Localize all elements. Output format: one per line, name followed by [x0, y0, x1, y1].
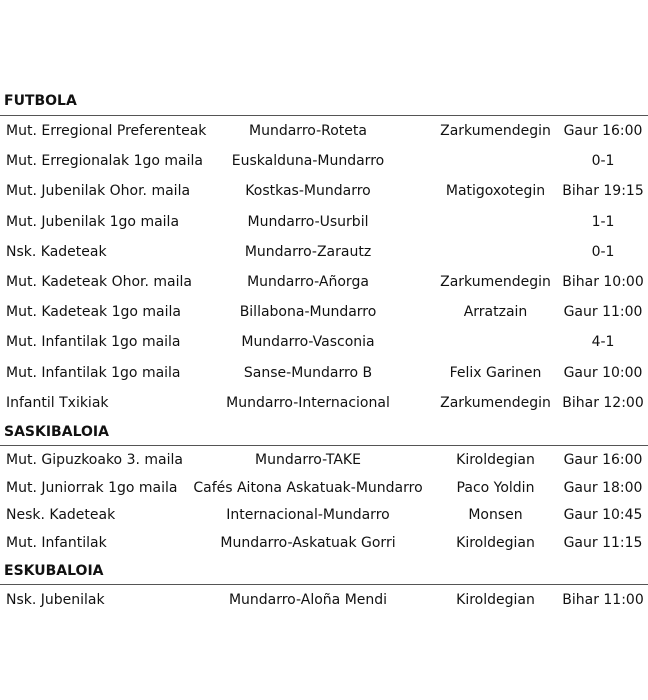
- category-cell: Mut. Erregionalak 1go maila: [6, 153, 203, 170]
- table-row: [0, 446, 648, 474]
- time-cell: Gaur 10:45: [563, 507, 643, 524]
- time-cell: Gaur 11:00: [563, 304, 643, 321]
- category-cell: Mut. Kadeteak Ohor. maila: [6, 274, 192, 291]
- match-cell: Mundarro-Añorga: [247, 274, 369, 291]
- place-cell: Kiroldegian: [456, 592, 535, 609]
- schedule-table: [0, 86, 648, 615]
- section-saskibaloia: [0, 418, 648, 557]
- time-cell: Gaur 10:00: [563, 364, 643, 381]
- time-cell: 0-1: [591, 243, 615, 260]
- table-row: [0, 237, 648, 267]
- time-cell: Bihar 19:15: [562, 183, 644, 200]
- place-cell: Arratzain: [463, 304, 528, 321]
- match-cell: Cafés Aitona Askatuak-Mundarro: [193, 479, 423, 496]
- table-row: [0, 116, 648, 146]
- table-row: [0, 585, 648, 615]
- place-cell: Zarkumendegin: [440, 394, 551, 411]
- table-row: [0, 474, 648, 502]
- place-cell: Felix Garinen: [449, 364, 542, 381]
- table-row: [0, 327, 648, 357]
- time-cell: Gaur 18:00: [563, 479, 643, 496]
- time-cell: 1-1: [591, 213, 615, 230]
- match-cell: Internacional-Mundarro: [226, 507, 390, 524]
- time-cell: Bihar 11:00: [562, 592, 644, 609]
- time-cell: Gaur 11:15: [563, 535, 643, 552]
- category-cell: Mut. Infantilak: [6, 535, 107, 552]
- table-row: [0, 297, 648, 327]
- match-cell: Mundarro-Internacional: [226, 394, 390, 411]
- section-title: SASKIBALOIA: [0, 418, 648, 446]
- section-eskubaloia: [0, 557, 648, 615]
- category-cell: Mut. Kadeteak 1go maila: [6, 304, 181, 321]
- section-title: FUTBOLA: [0, 86, 648, 116]
- time-cell: 4-1: [591, 334, 615, 351]
- time-cell: Gaur 16:00: [563, 451, 643, 468]
- time-cell: 0-1: [591, 153, 615, 170]
- match-cell: Mundarro-Roteta: [249, 123, 367, 140]
- category-cell: Mut. Infantilak 1go maila: [6, 364, 181, 381]
- section-title: ESKUBALOIA: [0, 557, 648, 585]
- match-cell: Mundarro-TAKE: [255, 451, 361, 468]
- table-row: [0, 267, 648, 297]
- table-row: [0, 207, 648, 237]
- table-row: [0, 358, 648, 388]
- category-cell: Mut. Juniorrak 1go maila: [6, 479, 178, 496]
- table-row: [0, 146, 648, 176]
- section-futbola: [0, 86, 648, 418]
- match-cell: Mundarro-Vasconia: [241, 334, 375, 351]
- table-row: [0, 388, 648, 418]
- category-cell: Nesk. Kadeteak: [6, 507, 116, 524]
- place-cell: Kiroldegian: [456, 451, 535, 468]
- match-cell: Billabona-Mundarro: [239, 304, 377, 321]
- place-cell: Monsen: [468, 507, 523, 524]
- place-cell: Zarkumendegin: [440, 123, 551, 140]
- table-row: [0, 529, 648, 557]
- time-cell: Gaur 16:00: [563, 123, 643, 140]
- match-cell: Mundarro-Askatuak Gorri: [220, 535, 396, 552]
- category-cell: Mut. Infantilak 1go maila: [6, 334, 181, 351]
- place-cell: Matigoxotegin: [445, 183, 546, 200]
- match-cell: Sanse-Mundarro B: [243, 364, 373, 381]
- table-row: [0, 501, 648, 529]
- time-cell: Bihar 12:00: [562, 394, 644, 411]
- category-cell: Nsk. Kadeteak: [6, 243, 107, 260]
- match-cell: Kostkas-Mundarro: [245, 183, 371, 200]
- match-cell: Mundarro-Zarautz: [244, 243, 372, 260]
- place-cell: Kiroldegian: [456, 535, 535, 552]
- match-cell: Euskalduna-Mundarro: [231, 153, 385, 170]
- category-cell: Mut. Jubenilak Ohor. maila: [6, 183, 191, 200]
- place-cell: Paco Yoldin: [456, 479, 535, 496]
- category-cell: Infantil Txikiak: [6, 394, 109, 411]
- category-cell: Nsk. Jubenilak: [6, 592, 105, 609]
- place-cell: Zarkumendegin: [440, 274, 551, 291]
- category-cell: Mut. Jubenilak 1go maila: [6, 213, 180, 230]
- table-row: [0, 176, 648, 206]
- category-cell: Mut. Gipuzkoako 3. maila: [6, 451, 183, 468]
- match-cell: Mundarro-Usurbil: [247, 213, 369, 230]
- match-cell: Mundarro-Aloña Mendi: [228, 592, 388, 609]
- category-cell: Mut. Erregional Preferenteak: [6, 123, 207, 140]
- time-cell: Bihar 10:00: [562, 274, 644, 291]
